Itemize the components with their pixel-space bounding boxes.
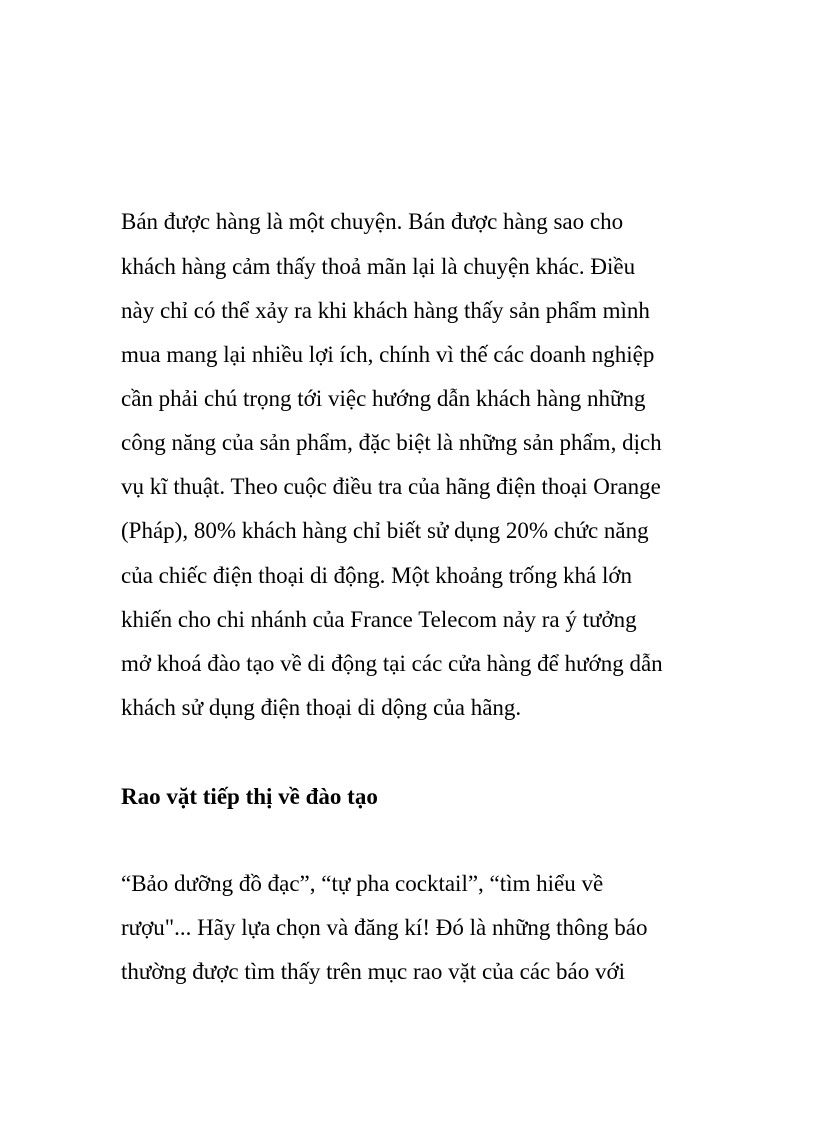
paragraph-line: khách sử dụng điện thoại di dộng của hãng. — [121, 695, 522, 720]
paragraph-line: khiến cho chi nhánh của France Telecom nảy ra ý tưởng — [121, 607, 637, 632]
paragraph-line: công năng của sản phẩm, đặc biệt là những sản phẩm, dịch — [121, 430, 662, 455]
paragraph-line: (Pháp), 80% khách hàng chỉ biết sử dụng 20% chức năng — [121, 518, 649, 543]
paragraph-line: “Bảo dưỡng đồ đạc”, “tự pha cocktail”, “tìm hiểu về — [121, 871, 604, 896]
paragraph-line: mở khoá đào tạo về di động tại các cửa hàng để hướng dẫn — [121, 651, 663, 676]
paragraph-line: rượu"... Hãy lựa chọn và đăng kí! Đó là những thông báo — [121, 915, 648, 940]
paragraph-line: này chỉ có thể xảy ra khi khách hàng thấy sản phẩm mình — [121, 298, 650, 323]
paragraph-line: khách hàng cảm thấy thoả mãn lại là chuyện khác. Điều — [121, 254, 636, 279]
paragraph-line: thường được tìm thấy trên mục rao vặt của các báo với — [121, 959, 626, 984]
paragraph-line: vụ kĩ thuật. Theo cuộc điều tra của hãng điện thoại Orange — [121, 474, 661, 499]
paragraph-line: của chiếc điện thoại di động. Một khoảng trống khá lớn — [121, 563, 633, 588]
paragraph-line: cần phải chú trọng tới việc hướng dẫn khách hàng những — [121, 386, 646, 411]
section-heading: Rao vặt tiếp thị về đào tạo — [121, 784, 378, 809]
paragraph-line: mua mang lại nhiều lợi ích, chính vì thế các doanh nghiệp — [121, 342, 655, 367]
paragraph-line: Bán được hàng là một chuyện. Bán được hàng sao cho — [121, 209, 624, 234]
